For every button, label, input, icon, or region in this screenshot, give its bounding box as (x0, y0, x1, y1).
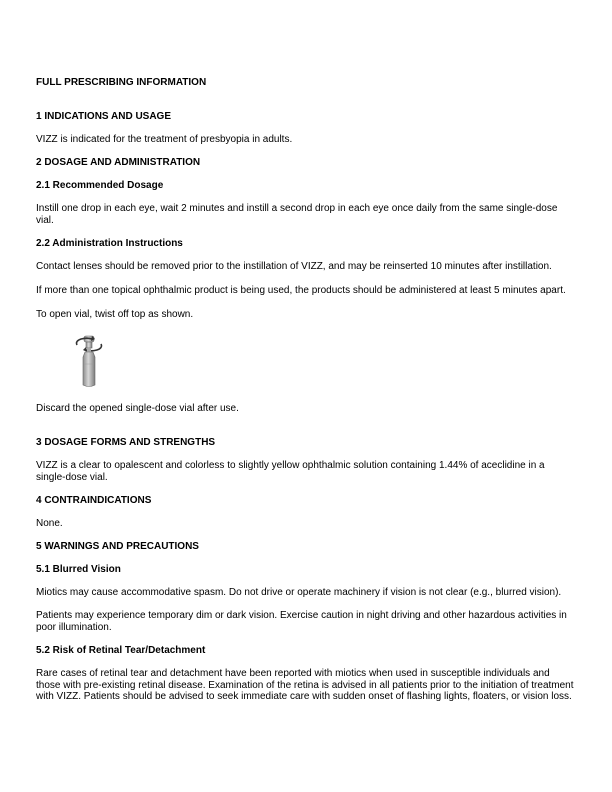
section-2-1-heading: 2.1 Recommended Dosage (36, 180, 164, 191)
section-4-text: None. (36, 518, 63, 529)
section-5-1-paragraph-1: Miotics may cause accommodative spasm. Do not drive or operate machinery if vision is not clear (e.g., blurred vision). (36, 587, 562, 598)
vial-twist-icon (72, 334, 106, 388)
section-1-heading: 1 INDICATIONS AND USAGE (36, 111, 172, 122)
section-4-heading: 4 CONTRAINDICATIONS (36, 495, 152, 506)
section-2-2-paragraph-4: Discard the opened single-dose vial after use. (36, 403, 239, 414)
document-title: FULL PRESCRIBING INFORMATION (36, 77, 207, 88)
section-2-2-paragraph-1: Contact lenses should be removed prior to the instillation of VIZZ, and may be reinserted 10 minutes after instillation. (36, 261, 552, 272)
section-2-2-heading: 2.2 Administration Instructions (36, 238, 183, 249)
section-2-1-text: Instill one drop in each eye, wait 2 minutes and instill a second drop in each eye once daily from the same single-dose vial. (36, 203, 558, 226)
section-5-2-heading: 5.2 Risk of Retinal Tear/Detachment (36, 645, 206, 656)
section-1-text: VIZZ is indicated for the treatment of presbyopia in adults. (36, 134, 293, 145)
section-3-text: VIZZ is a clear to opalescent and colorless to slightly yellow ophthalmic solution containing 1.44% of aceclidine in a single-dose vial. (36, 460, 545, 483)
section-5-1-heading: 5.1 Blurred Vision (36, 564, 121, 575)
section-5-heading: 5 WARNINGS AND PRECAUTIONS (36, 541, 199, 552)
section-2-2-paragraph-2: If more than one topical ophthalmic product is being used, the products should be administered at least 5 minutes apart. (36, 285, 566, 296)
section-3-heading: 3 DOSAGE FORMS AND STRENGTHS (36, 437, 216, 448)
section-5-2-text: Rare cases of retinal tear and detachment have been reported with miotics when used in susceptible individuals and those with pre-existing retinal disease. Examination of the retina is advised in all patients prior to the initiation of treatment with VIZZ. Patients should be advised to seek immediate care with sudden onset of flashing lights, floaters, or vision loss. (36, 668, 574, 703)
section-5-1-paragraph-2: Patients may experience temporary dim or dark vision. Exercise caution in night driving and other hazardous activities in poor illumination. (36, 610, 567, 633)
section-2-2-paragraph-3: To open vial, twist off top as shown. (36, 309, 194, 320)
section-2-heading: 2 DOSAGE AND ADMINISTRATION (36, 157, 201, 168)
